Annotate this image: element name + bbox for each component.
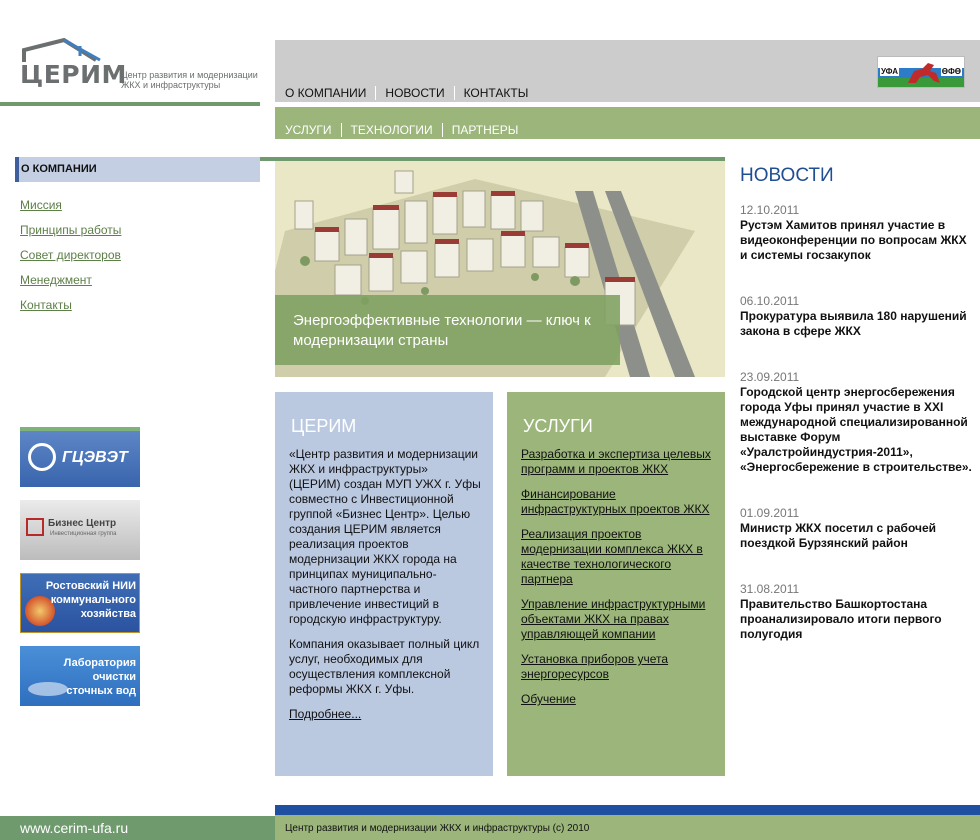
banner-rostov-nii[interactable] <box>20 573 140 633</box>
news-column <box>740 165 975 673</box>
news-headline[interactable]: Прокуратура выявила 180 нарушений закона в сфере ЖКХ <box>740 309 967 338</box>
about-cerim-paragraph-2: Компания оказывает полный цикл услуг, необходимых для осуществления комплексной реформы ЖКХ г. Уфы. <box>289 637 480 696</box>
nav-news[interactable]: НОВОСТИ <box>375 86 453 100</box>
banner-gtsevet[interactable] <box>20 427 140 487</box>
house-roof-icon <box>20 38 120 62</box>
service-item <box>521 692 713 707</box>
sidebar-link-board[interactable]: Совет директоров <box>20 248 121 262</box>
news-date: 01.09.2011 <box>740 506 800 520</box>
banner-business-center[interactable] <box>20 500 140 560</box>
secondary-nav-list <box>285 123 527 137</box>
about-cerim-body <box>289 447 481 722</box>
news-date: 06.10.2011 <box>740 294 800 308</box>
service-link-programs[interactable]: Разработка и экспертиза целевых программ и проектов ЖКХ <box>521 447 711 476</box>
service-item <box>521 527 713 587</box>
sidebar-link-management[interactable]: Менеджмент <box>20 273 92 287</box>
footer-left <box>0 816 275 840</box>
nav-services[interactable]: УСЛУГИ <box>285 123 332 137</box>
footer-right <box>275 815 980 840</box>
banner-water-lab[interactable] <box>20 646 140 706</box>
news-item[interactable] <box>740 294 975 339</box>
service-item <box>521 652 713 682</box>
sidebar-item-mission <box>20 198 121 223</box>
gtsevet-logo-icon <box>28 443 56 471</box>
about-cerim-paragraph-1: «Центр развития и модернизации ЖКХ и инфраструктуры» (ЦЕРИМ) создан МУП УЖХ г. Уфы совместно с Инвестиционной группой «Бизнес Центр». Целью создания ЦЕРИМ является реализация проектов модернизации ЖКХ города на принципах муниципально-частного партнерства и привлечение инвестиций в городскую инфраструктуру. <box>289 447 481 626</box>
ufa-flag-logo[interactable] <box>877 56 965 88</box>
news-item[interactable] <box>740 582 975 642</box>
services-box <box>507 392 725 776</box>
service-item <box>521 597 713 642</box>
footer-blue-bar <box>275 805 980 815</box>
nav-partners[interactable]: ПАРТНЕРЫ <box>442 123 528 137</box>
sidebar-item-board <box>20 248 121 273</box>
banner-rostov-line2: коммунального <box>50 594 136 606</box>
service-link-metering[interactable]: Установка приборов учета энергоресурсов <box>521 652 669 681</box>
service-link-training[interactable]: Обучение <box>521 692 576 706</box>
news-item[interactable] <box>740 370 975 475</box>
news-date: 31.08.2011 <box>740 582 800 596</box>
flag-label-right: ӨФӨ <box>941 67 961 76</box>
footer-copyright: Центр развития и модернизации ЖКХ и инфраструктуры (с) 2010 <box>285 823 590 834</box>
about-cerim-box <box>275 392 493 776</box>
sidebar-title: О КОМПАНИИ <box>21 163 97 175</box>
read-more-link[interactable]: Подробнее... <box>289 707 362 721</box>
services-title: УСЛУГИ <box>523 416 593 436</box>
banner-rostov-line1: Ростовский НИИ <box>45 580 136 592</box>
sidebar-header <box>15 157 260 182</box>
top-nav-list <box>285 86 537 100</box>
sidebar-menu <box>20 198 121 323</box>
news-headline[interactable]: Министр ЖКХ посетил с рабочей поездкой Бурзянский район <box>740 521 937 550</box>
water-splash-icon <box>28 682 68 696</box>
about-cerim-title: ЦЕРИМ <box>291 416 357 436</box>
service-item <box>521 447 713 477</box>
business-center-logo-icon <box>26 518 44 536</box>
hero-caption: Энергоэффективные технологии — ключ к модернизации страны <box>293 312 591 349</box>
banner-lab-line2: очистки <box>92 671 136 683</box>
banner-lab-line3: сточных вод <box>66 685 136 697</box>
sidebar-item-principles <box>20 223 121 248</box>
news-item[interactable] <box>740 203 975 263</box>
site-logo[interactable] <box>20 38 260 102</box>
banner-rostov-line3: хозяйства <box>80 608 136 620</box>
logo-name: ЦЕРИМ <box>20 60 127 89</box>
banner-lab-line1: Лаборатория <box>63 657 136 669</box>
banner-business-center-title: Бизнес Центр <box>48 518 117 529</box>
services-list <box>521 447 713 707</box>
top-navigation <box>275 40 980 102</box>
flag-label-left: УФА <box>881 67 899 76</box>
sidebar-link-mission[interactable]: Миссия <box>20 198 62 212</box>
news-headline[interactable]: Городской центр энергосбережения города Уфы принял участие в XXI международной специализированной выставке Форум «Уралстройиндустрия-2011», «Энергосбережение в строительстве». <box>740 385 972 474</box>
service-item <box>521 487 713 517</box>
logo-subtitle: Центр развития и модернизации ЖКХ и инфраструктуры <box>121 70 258 90</box>
services-body <box>521 447 713 717</box>
news-date: 12.10.2011 <box>740 203 800 217</box>
hero-image <box>275 161 725 377</box>
service-link-modernization[interactable]: Реализация проектов модернизации комплекса ЖКХ в качестве технологического партнера <box>521 527 703 586</box>
banner-gtsevet-label: ГЦЭВЭТ <box>62 449 128 466</box>
news-date: 23.09.2011 <box>740 370 800 384</box>
sidebar-item-management <box>20 273 121 298</box>
news-headline[interactable]: Рустэм Хамитов принял участие в видеоконференции по вопросам ЖКХ и системы госзакупок <box>740 218 967 262</box>
banner-rostov-nii-label <box>46 579 136 621</box>
service-link-financing[interactable]: Финансирование инфраструктурных проектов ЖКХ <box>521 487 710 516</box>
logo-divider <box>0 102 260 106</box>
banner-water-lab-label <box>64 656 136 698</box>
banner-business-center-subtitle: Инвестиционная группа <box>50 531 117 537</box>
sidebar-item-contacts <box>20 298 121 323</box>
hero-caption-panel <box>275 295 620 365</box>
news-item[interactable] <box>740 506 975 551</box>
secondary-navigation <box>275 107 980 139</box>
sidebar-link-contacts[interactable]: Контакты <box>20 298 72 312</box>
footer-site-url[interactable]: www.cerim-ufa.ru <box>20 820 129 836</box>
service-link-management[interactable]: Управление инфраструктурными объектами ЖКХ на правах управляющей компании <box>521 597 706 641</box>
sidebar-link-principles[interactable]: Принципы работы <box>20 223 122 237</box>
news-headline[interactable]: Правительство Башкортостана проанализировало итоги первого полугодия <box>740 597 942 641</box>
nav-technologies[interactable]: ТЕХНОЛОГИИ <box>341 123 442 137</box>
nav-contacts[interactable]: КОНТАКТЫ <box>454 86 538 100</box>
news-title[interactable]: НОВОСТИ <box>740 165 834 186</box>
nav-about[interactable]: О КОМПАНИИ <box>285 86 367 100</box>
